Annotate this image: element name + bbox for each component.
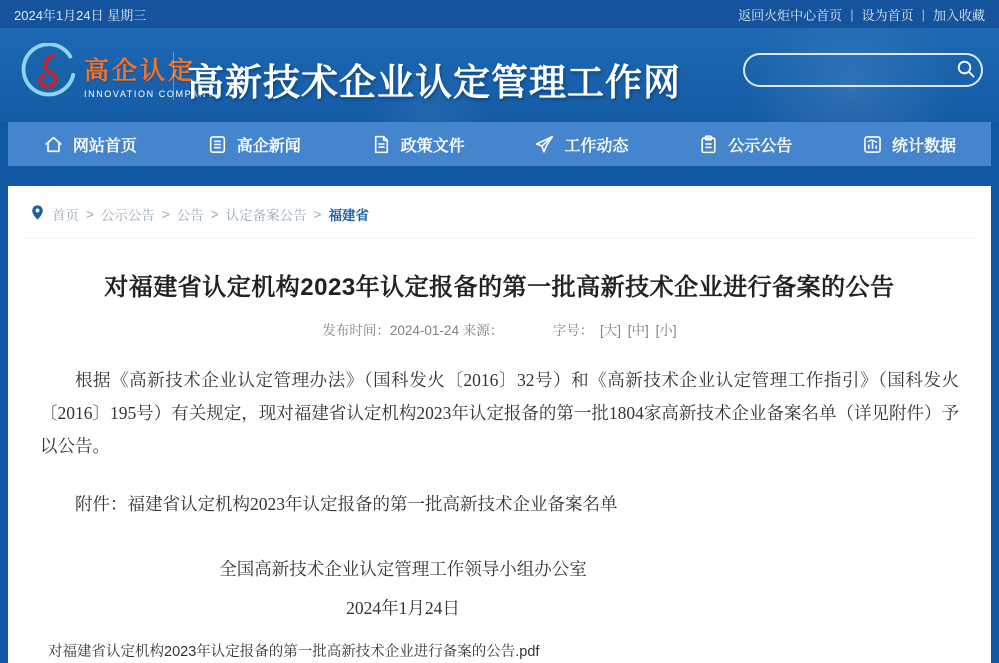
search-icon [956, 59, 976, 82]
breadcrumb-separator: > [86, 206, 94, 222]
logo-swirl-icon [20, 43, 78, 106]
nav-item-news[interactable] [172, 122, 336, 166]
breadcrumb-current-fujian: 福建省 [328, 208, 370, 223]
nav-label: 政策文件 [400, 137, 465, 155]
site-logo[interactable] [20, 43, 215, 106]
breadcrumb-separator: > [313, 206, 322, 222]
nav-item-statistics[interactable] [827, 122, 991, 166]
search-button[interactable] [950, 55, 981, 85]
top-utility-bar [0, 0, 999, 28]
breadcrumb-separator: > [161, 206, 170, 222]
search-box [743, 53, 983, 87]
attachment-pdf-link[interactable]: 对福建省认定机构2023年认定报备的第一批高新技术企业进行备案的公告.pdf [48, 644, 540, 660]
nav-label: 高企新闻 [236, 137, 301, 155]
content-panel [8, 186, 991, 663]
news-icon [207, 134, 228, 155]
source-label: 来源： [462, 323, 504, 338]
font-size-medium-button[interactable]: [中] [627, 323, 649, 338]
publish-date: 2024-01-24 [389, 323, 459, 338]
breadcrumb-home[interactable]: 首页 [52, 208, 79, 223]
site-header [0, 28, 999, 122]
signature-date: 2024年1月24日 [346, 598, 460, 618]
paper-plane-icon [534, 134, 555, 155]
document-icon [371, 134, 392, 155]
nav-label: 工作动态 [564, 137, 629, 155]
font-size-small-button[interactable]: [小] [655, 323, 677, 338]
header-divider [173, 52, 174, 100]
search-input[interactable] [745, 55, 950, 85]
publish-time-label: 发布时间： [322, 323, 390, 338]
breadcrumb [8, 186, 991, 238]
clipboard-icon [698, 134, 719, 155]
current-date: 2024年1月24日 星期三 [14, 7, 147, 23]
location-pin-icon [30, 204, 45, 224]
nav-item-home[interactable] [8, 122, 172, 166]
breadcrumb-separator: > [210, 206, 219, 222]
set-homepage-link[interactable]: 设为首页 [861, 7, 914, 23]
font-size-label: 字号： [552, 323, 594, 338]
nav-item-policy[interactable] [336, 122, 500, 166]
attachment-line: 附件：福建省认定机构2023年认定报备的第一批高新技术企业备案名单 [75, 494, 618, 514]
home-icon [43, 134, 64, 155]
nav-label: 网站首页 [72, 137, 137, 155]
article-paragraph: 根据《高新技术企业认定管理办法》（国科发火〔2016〕32号）和《高新技术企业认定管理工作指引》（国科发火〔2016〕195号）有关规定，现对福建省认定机构2023年认定报备的第一批1804家高新技术企业备案名单（详见附件）予以公告。 [40, 370, 959, 456]
add-favorite-link[interactable]: 加入收藏 [932, 7, 985, 23]
bar-chart-icon [862, 134, 883, 155]
issuing-office-signature: 全国高新技术企业认定管理工作领导小组办公室 [219, 559, 587, 579]
breadcrumb-notice[interactable]: 公告 [176, 208, 204, 223]
breadcrumb-announcements[interactable]: 公示公告 [100, 208, 155, 223]
font-size-large-button[interactable]: [大] [600, 323, 622, 338]
logo-subtitle: INNOVATION COMPANY [84, 88, 215, 99]
back-to-torch-home-link[interactable]: 返回火炬中心首页 [738, 7, 843, 23]
link-separator: | [850, 6, 854, 22]
article-title: 对福建省认定机构2023年认定报备的第一批高新技术企业进行备案的公告 [104, 274, 895, 301]
main-nav [8, 122, 991, 166]
nav-item-work-trends[interactable] [499, 122, 663, 166]
breadcrumb-divider [22, 238, 977, 239]
logo-title: 高企认定 [84, 57, 197, 85]
breadcrumb-filing-notice[interactable]: 认定备案公告 [225, 208, 307, 223]
article-meta [8, 319, 991, 339]
nav-label: 统计数据 [892, 137, 957, 155]
nav-item-announcements[interactable] [663, 122, 827, 166]
site-title: 高新技术企业认定管理工作网 [187, 63, 681, 104]
link-separator: | [921, 6, 925, 22]
nav-label: 公示公告 [728, 137, 793, 155]
